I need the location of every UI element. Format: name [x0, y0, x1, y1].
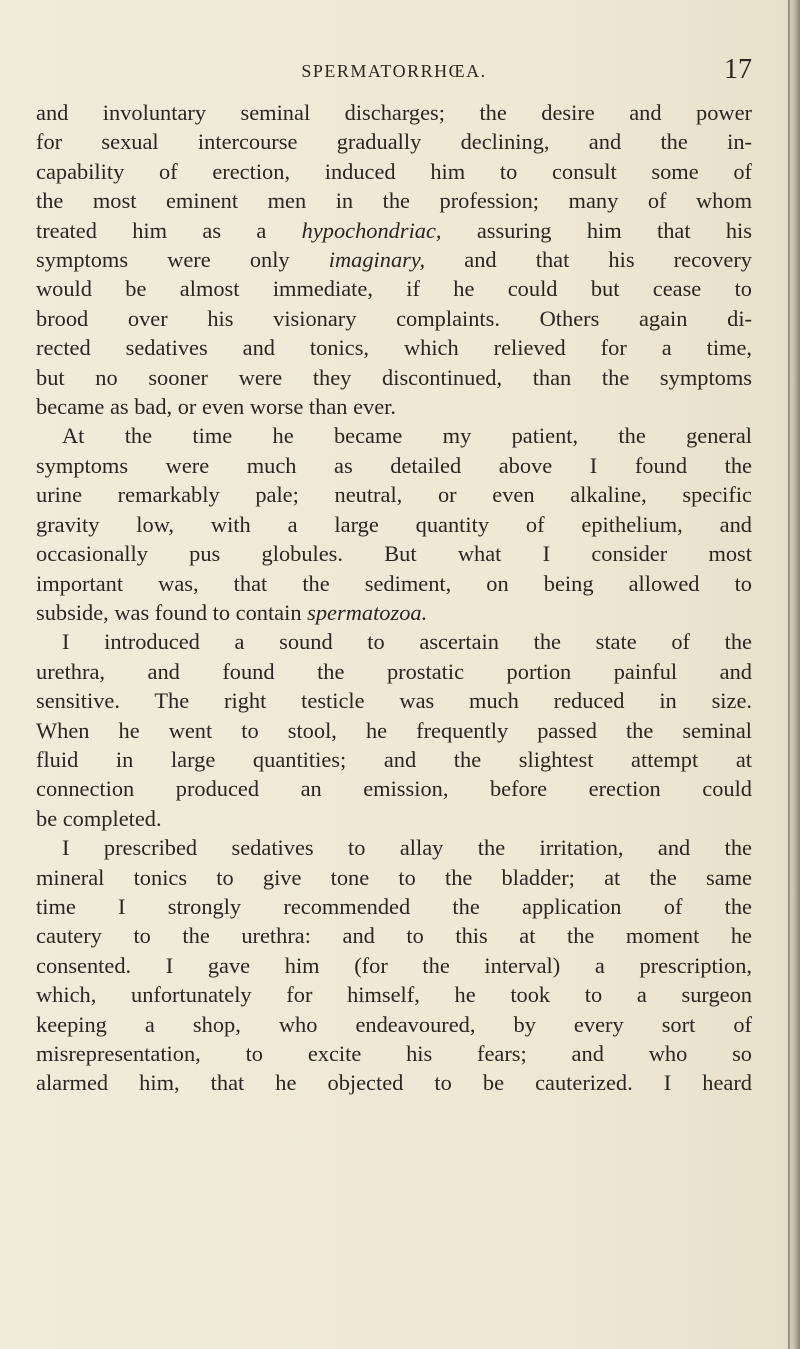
text-line: occasionally pus globules. But what I consider most [36, 541, 752, 567]
text-line: time I strongly recommended the application of the [36, 893, 752, 919]
text-line: subside, was found to contain spermatozoa. [36, 599, 428, 625]
text-line: the most eminent men in the profession; many of whom [36, 188, 752, 214]
text-line: cautery to the urethra: and to this at the moment he [36, 923, 752, 949]
text-line: symptoms were much as detailed above I found the [36, 452, 752, 478]
text-line: became as bad, or even worse than ever. [36, 394, 396, 420]
text-line: I introduced a sound to ascertain the state of the [62, 629, 752, 655]
italic-term: spermatozoa. [307, 599, 428, 625]
paragraph [36, 627, 752, 833]
text-line: mineral tonics to give tone to the bladder; at the same [36, 864, 752, 890]
paragraph [36, 98, 752, 421]
page-edge-line [788, 0, 790, 1349]
text-line: keeping a shop, who endeavoured, by every sort of [36, 1011, 752, 1037]
running-title: SPERMATORRHŒA. [301, 61, 487, 81]
text-line: symptoms were only imaginary, and that his recovery [36, 247, 752, 273]
page-header [36, 54, 752, 92]
italic-term: hypochondriac, [301, 217, 442, 243]
paragraph [36, 421, 752, 627]
text-line: urine remarkably pale; neutral, or even alkaline, specific [36, 482, 752, 508]
text-line: I prescribed sedatives to allay the irritation, and the [62, 835, 752, 861]
text-line: At the time he became my patient, the general [62, 423, 752, 449]
text-line: but no sooner were they discontinued, than the symptoms [36, 364, 752, 390]
text-line: treated him as a hypochondriac, assuring him that his [36, 217, 752, 243]
text-line: and involuntary seminal discharges; the desire and power [36, 100, 752, 125]
italic-term: imaginary, [328, 247, 426, 273]
text-line: brood over his visionary complaints. Others again di- [36, 305, 752, 331]
text-line: consented. I gave him (for the interval) a prescription, [36, 952, 752, 978]
text-line: for sexual intercourse gradually declining, and the in- [36, 129, 752, 155]
text-line: When he went to stool, he frequently passed the seminal [36, 717, 752, 743]
text-line: important was, that the sediment, on being allowed to [36, 570, 752, 596]
text-line: urethra, and found the prostatic portion painful and [36, 658, 752, 684]
paragraph [36, 833, 752, 1098]
text-line: which, unfortunately for himself, he took to a surgeon [36, 982, 752, 1008]
text-line: capability of erection, induced him to consult some of [36, 158, 752, 184]
body-text [36, 98, 752, 1098]
text-line: would be almost immediate, if he could but cease to [36, 276, 752, 302]
text-line: be completed. [36, 805, 162, 831]
text-line: misrepresentation, to excite his fears; and who so [36, 1041, 752, 1066]
page-number: 17 [724, 54, 752, 85]
text-line: connection produced an emission, before erection could [36, 776, 752, 802]
text-line: rected sedatives and tonics, which relieved for a time, [36, 335, 752, 361]
text-line: alarmed him, that he objected to be cauterized. I heard [36, 1070, 752, 1096]
text-line: gravity low, with a large quantity of epithelium, and [36, 511, 752, 537]
text-line: fluid in large quantities; and the slightest attempt at [36, 746, 752, 772]
text-line: sensitive. The right testicle was much reduced in size. [36, 688, 752, 714]
